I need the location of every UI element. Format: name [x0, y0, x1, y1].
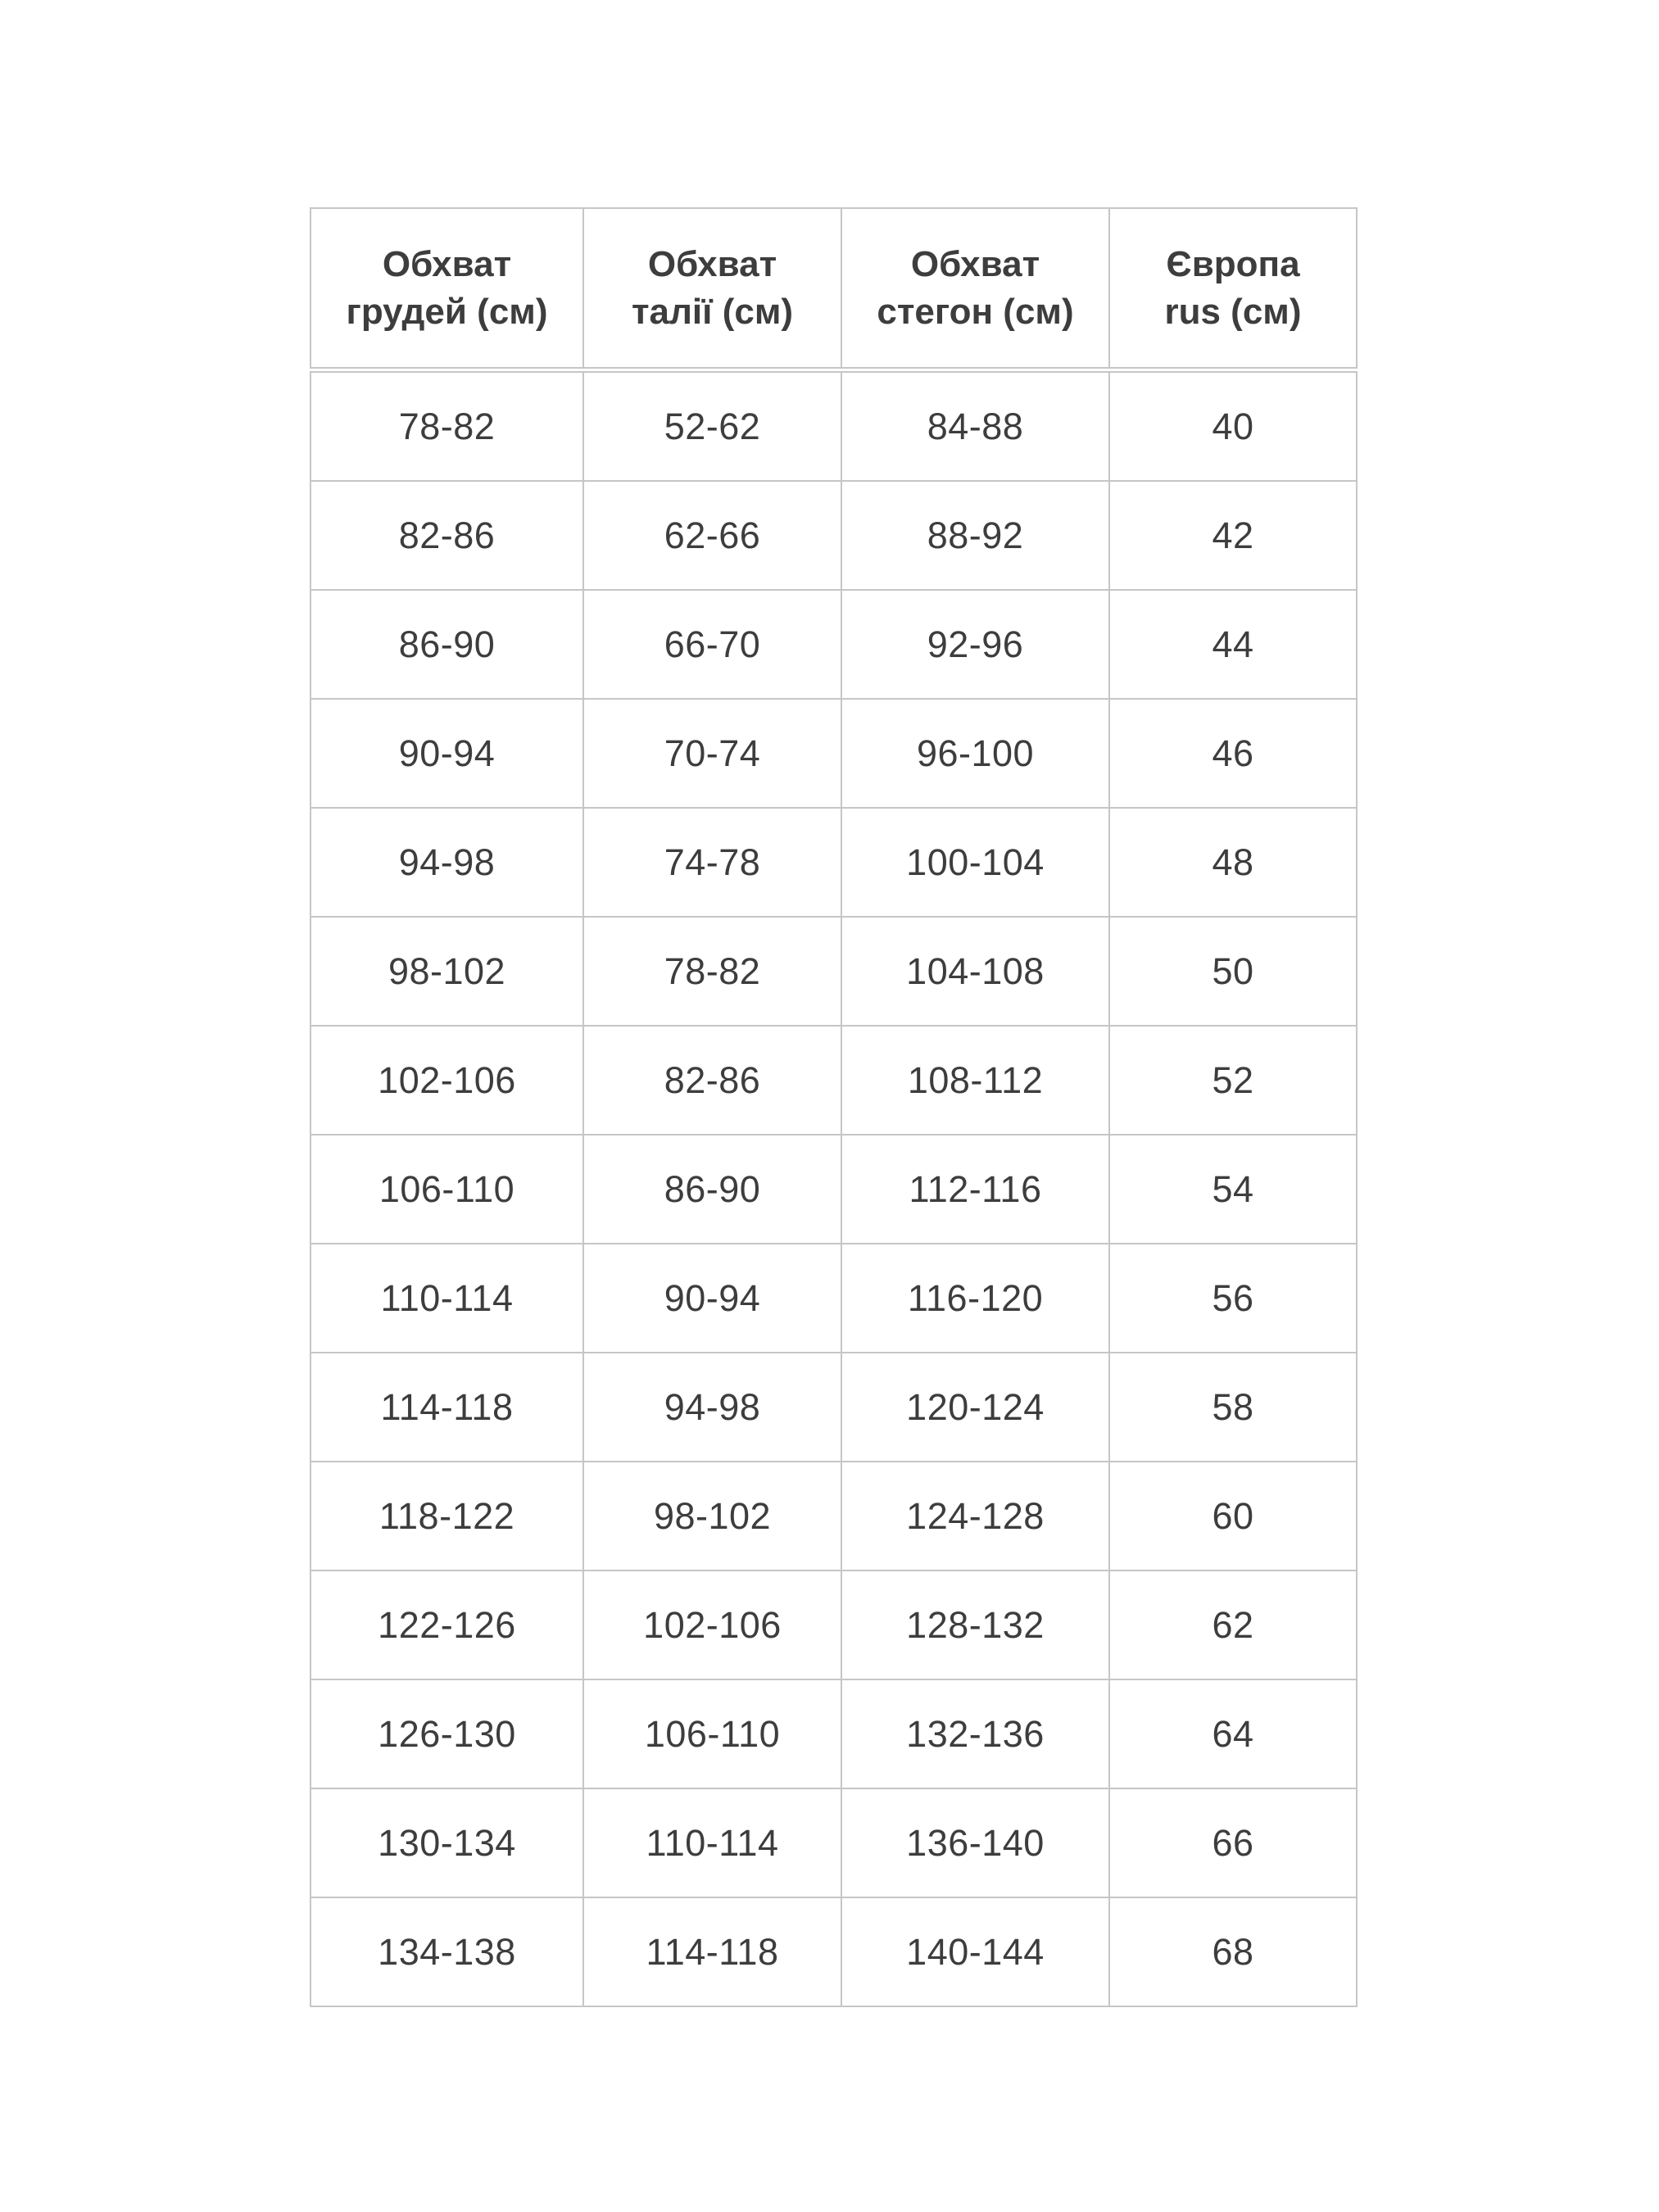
table-cell: 106-110 [310, 1135, 583, 1244]
table-cell: 90-94 [583, 1244, 841, 1353]
table-row [310, 1353, 1357, 1462]
table-cell: 136-140 [841, 1788, 1109, 1897]
header-europe-line2: rus (см) [1164, 291, 1302, 332]
table-row [310, 1897, 1357, 2006]
table-row [310, 1462, 1357, 1571]
table-cell: 62 [1109, 1571, 1357, 1679]
table-cell: 108-112 [841, 1026, 1109, 1135]
table-cell: 112-116 [841, 1135, 1109, 1244]
table-cell: 92-96 [841, 590, 1109, 699]
header-waist-line2: талії (см) [631, 291, 794, 332]
table-cell: 90-94 [310, 699, 583, 808]
table-cell: 62-66 [583, 481, 841, 590]
table-cell: 70-74 [583, 699, 841, 808]
table-cell: 50 [1109, 917, 1357, 1026]
table-header [310, 208, 1357, 370]
table-row [310, 1571, 1357, 1679]
header-cell-europe-size [1109, 208, 1357, 370]
table-cell: 104-108 [841, 917, 1109, 1026]
table-cell: 116-120 [841, 1244, 1109, 1353]
header-row [310, 208, 1357, 370]
table-cell: 140-144 [841, 1897, 1109, 2006]
table-cell: 82-86 [583, 1026, 841, 1135]
table-cell: 110-114 [583, 1788, 841, 1897]
table-row [310, 699, 1357, 808]
table-cell: 86-90 [583, 1135, 841, 1244]
header-cell-hips [841, 208, 1109, 370]
table-cell: 114-118 [310, 1353, 583, 1462]
table-cell: 74-78 [583, 808, 841, 917]
table-row [310, 1026, 1357, 1135]
table-cell: 46 [1109, 699, 1357, 808]
table-cell: 52 [1109, 1026, 1357, 1135]
header-chest-line2: грудей (см) [346, 291, 548, 332]
table-cell: 110-114 [310, 1244, 583, 1353]
header-hips-line2: стегон (см) [877, 291, 1074, 332]
table-cell: 56 [1109, 1244, 1357, 1353]
table-cell: 42 [1109, 481, 1357, 590]
table-cell: 82-86 [310, 481, 583, 590]
table-row [310, 370, 1357, 482]
table-cell: 66-70 [583, 590, 841, 699]
table-cell: 78-82 [583, 917, 841, 1026]
table-cell: 122-126 [310, 1571, 583, 1679]
table-cell: 98-102 [310, 917, 583, 1026]
table-cell: 48 [1109, 808, 1357, 917]
table-row [310, 481, 1357, 590]
table-cell: 64 [1109, 1679, 1357, 1788]
table-cell: 120-124 [841, 1353, 1109, 1462]
table-cell: 118-122 [310, 1462, 583, 1571]
table-cell: 84-88 [841, 370, 1109, 482]
table-cell: 102-106 [583, 1571, 841, 1679]
table-cell: 114-118 [583, 1897, 841, 2006]
header-chest-line1: Обхват [382, 243, 512, 284]
table-body [310, 370, 1357, 2007]
table-cell: 100-104 [841, 808, 1109, 917]
table-cell: 78-82 [310, 370, 583, 482]
table-cell: 132-136 [841, 1679, 1109, 1788]
header-cell-chest [310, 208, 583, 370]
table-row [310, 917, 1357, 1026]
table-cell: 52-62 [583, 370, 841, 482]
table-cell: 60 [1109, 1462, 1357, 1571]
header-cell-waist [583, 208, 841, 370]
table-cell: 124-128 [841, 1462, 1109, 1571]
table-row [310, 1788, 1357, 1897]
header-europe-line1: Європа [1166, 243, 1300, 284]
table-cell: 40 [1109, 370, 1357, 482]
table-cell: 134-138 [310, 1897, 583, 2006]
table-row [310, 808, 1357, 917]
table-cell: 44 [1109, 590, 1357, 699]
table-row [310, 1135, 1357, 1244]
table-cell: 54 [1109, 1135, 1357, 1244]
table-cell: 66 [1109, 1788, 1357, 1897]
table-cell: 58 [1109, 1353, 1357, 1462]
table-cell: 88-92 [841, 481, 1109, 590]
table-row [310, 1244, 1357, 1353]
table-cell: 130-134 [310, 1788, 583, 1897]
table-cell: 86-90 [310, 590, 583, 699]
header-hips-line1: Обхват [910, 243, 1040, 284]
size-chart-table [310, 207, 1358, 2007]
table-row [310, 1679, 1357, 1788]
table-cell: 126-130 [310, 1679, 583, 1788]
table-cell: 98-102 [583, 1462, 841, 1571]
table-cell: 106-110 [583, 1679, 841, 1788]
header-waist-line1: Обхват [647, 243, 777, 284]
table-cell: 96-100 [841, 699, 1109, 808]
table-cell: 68 [1109, 1897, 1357, 2006]
table-row [310, 590, 1357, 699]
table-cell: 94-98 [583, 1353, 841, 1462]
table-cell: 102-106 [310, 1026, 583, 1135]
table-cell: 94-98 [310, 808, 583, 917]
table-cell: 128-132 [841, 1571, 1109, 1679]
